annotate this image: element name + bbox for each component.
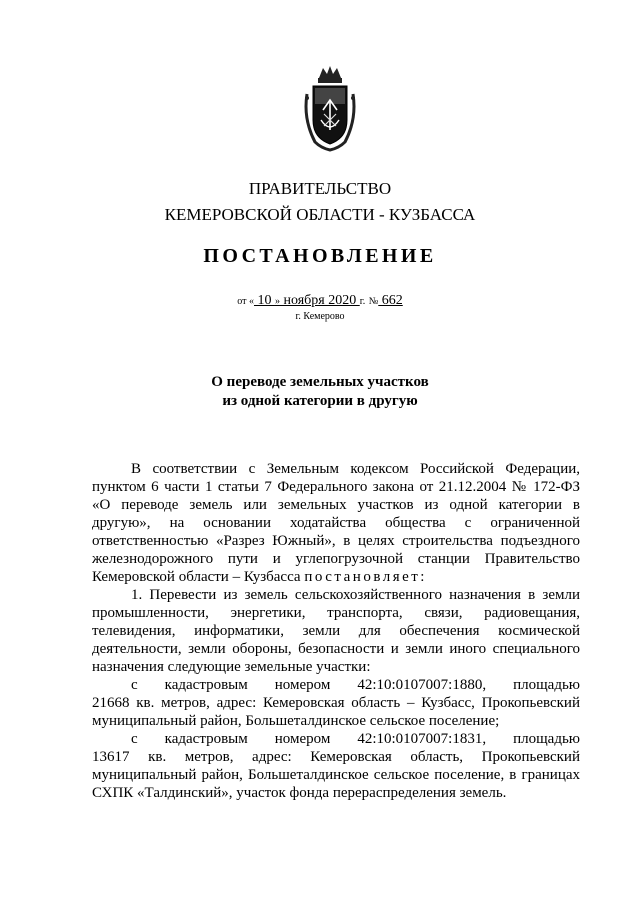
document-title-line2: из одной категории в другую — [222, 393, 418, 409]
body-line: с кадастровым номером 42:10:0107007:1831, площадью — [131, 731, 580, 747]
body-line: деятельности, земли обороны, безопасности и земли иного специального — [92, 641, 580, 657]
date-prefix: от « — [237, 296, 254, 307]
date-separator: » — [274, 296, 280, 307]
decree-date-number — [0, 293, 640, 309]
body-line: с кадастровым номером 42:10:0107007:1880, площадью — [131, 677, 580, 693]
body-line: «О переводе земель или земельных участков из одной категории в — [92, 497, 580, 513]
date-day: 10 — [253, 293, 275, 308]
body-line: муниципальный район, Большеталдинское сельское поселение; — [92, 713, 500, 729]
document-type: ПОСТАНОВЛЕНИЕ — [203, 245, 437, 267]
decree-word: постановляет: — [304, 569, 427, 585]
body-line: 21668 кв. метров, адрес: Кемеровская область – Кузбасс, Прокопьевский — [92, 695, 580, 711]
body-line: назначения следующие земельные участки: — [92, 659, 371, 675]
body-line — [92, 568, 580, 586]
document-title-line1: О переводе земельных участков — [211, 374, 429, 390]
body-line: железнодорожного пути и углепогрузочной станции Правительство — [92, 551, 580, 567]
body-line: телевидения, информатики, земли для обеспечения космической — [92, 623, 580, 639]
body-line: ответственностью «Разрез Южный», в целях строительства подъездного — [92, 533, 580, 549]
number-label: № — [368, 296, 379, 307]
body-line: В соответствии с Земельным кодексом Российской Федерации, — [131, 461, 580, 477]
body-line: 1. Перевести из земель сельскохозяйственного назначения в земли — [131, 587, 580, 603]
date-month-year: ноября 2020 — [279, 293, 360, 308]
government-name-line2: КЕМЕРОВСКОЙ ОБЛАСТИ - КУЗБАССА — [164, 205, 476, 224]
body-line: муниципальный район, Большеталдинское сельское поселение, в границах — [92, 767, 580, 783]
coat-of-arms-icon — [301, 64, 359, 154]
city: г. Кемерово — [295, 311, 345, 322]
decree-number: 662 — [378, 293, 403, 308]
body-line: промышленности, энергетики, транспорта, связи, радиовещания, — [92, 605, 580, 621]
body-line: другую», на основании ходатайства общества с ограниченной — [92, 515, 580, 531]
body-line: пунктом 6 части 1 статьи 7 Федерального закона от 21.12.2004 № 172-ФЗ — [92, 479, 580, 495]
decree-line-start: Кемеровской области – Кузбасса — [92, 569, 305, 585]
body-line: СХПК «Талдинский», участок фонда перераспределения земель. — [92, 785, 507, 801]
body-line: 13617 кв. метров, адрес: Кемеровская область, Прокопьевский — [92, 749, 580, 765]
date-year-suffix: г. — [359, 296, 366, 307]
government-name-line1: ПРАВИТЕЛЬСТВО — [248, 179, 392, 198]
